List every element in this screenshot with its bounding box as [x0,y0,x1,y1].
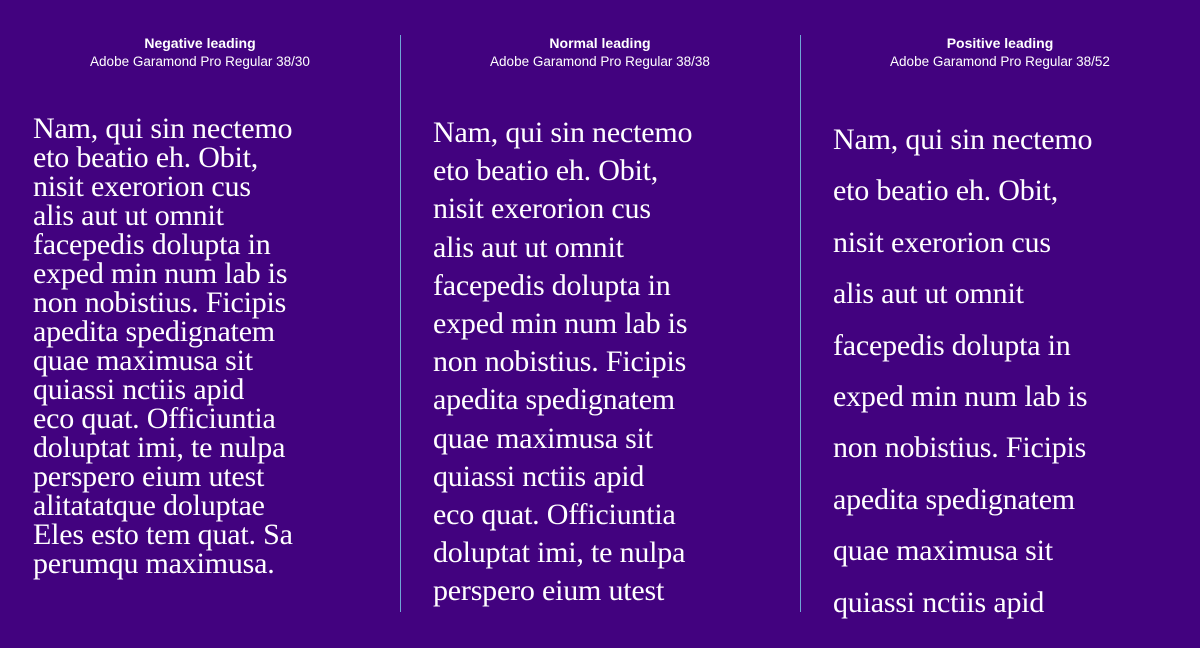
sample-line: exped min num lab is [833,380,1088,414]
sample-line: perspero eium utest [33,460,265,493]
sample-line: non nobistius. Ficipis [33,286,287,319]
panel-subtitle: Adobe Garamond Pro Regular 38/30 [90,54,310,69]
panel-normal-leading [400,0,800,648]
sample-line: alis aut ut omnit [433,230,624,264]
sample-line: quae maximusa sit [833,534,1053,568]
panel-title: Positive leading [946,35,1054,51]
sample-line: quiassi nctiis apid [833,585,1045,619]
sample-line: doluptat imi, te nulpa [33,431,286,464]
sample-line: quae maximusa sit [433,421,653,455]
sample-line: eto beatio eh. Obit, [33,141,259,174]
sample-line: nisit exerorion cus [33,170,251,203]
sample-line: eco quat. Officiuntia [433,498,676,532]
sample-line: facepedis dolupta in [833,328,1071,362]
panel-subtitle: Adobe Garamond Pro Regular 38/38 [490,54,710,69]
sample-line: nisit exerorion cus [433,192,651,226]
panel-title: Negative leading [144,35,256,51]
sample-line: alis aut ut omnit [33,199,224,232]
sample-line: Nam, qui sin nectemo [833,123,1093,156]
sample-line: perspero eium utest [433,574,665,608]
sample-text-block [33,114,395,578]
panel-negative-leading [0,0,400,648]
sample-text-block [833,114,1195,628]
panel-title: Normal leading [549,35,651,51]
sample-line: exped min num lab is [33,257,288,290]
sample-line: alis aut ut omnit [833,277,1024,311]
sample-text-block [433,114,795,611]
sample-line: quae maximusa sit [33,344,253,377]
sample-line: doluptat imi, te nulpa [433,536,686,570]
sample-line: apedita spedignatem [833,482,1075,516]
sample-line: eto beatio eh. Obit, [433,154,659,188]
sample-line: Nam, qui sin nectemo [33,112,293,145]
sample-line: quiassi nctiis apid [433,459,645,493]
sample-line: non nobistius. Ficipis [433,345,687,379]
sample-line: apedita spedignatem [433,383,675,417]
panel-subtitle: Adobe Garamond Pro Regular 38/52 [890,54,1110,69]
sample-line: exped min num lab is [433,307,688,341]
sample-line: apedita spedignatem [33,315,275,348]
sample-line: eco quat. Officiuntia [33,402,276,435]
sample-line: nisit exerorion cus [833,225,1051,259]
sample-line: eto beatio eh. Obit, [833,174,1059,208]
panel-positive-leading [800,0,1200,648]
sample-line: Eles esto tem quat. Sa [33,518,293,551]
sample-line: non nobistius. Ficipis [833,431,1087,465]
sample-line: quiassi nctiis apid [33,373,245,406]
sample-line: Nam, qui sin nectemo [433,116,693,149]
sample-line: facepedis dolupta in [433,268,671,302]
sample-line: alitatatque doluptae [33,489,265,522]
sample-line: perumqu maximusa. [33,547,275,580]
sample-line: facepedis dolupta in [33,228,271,261]
